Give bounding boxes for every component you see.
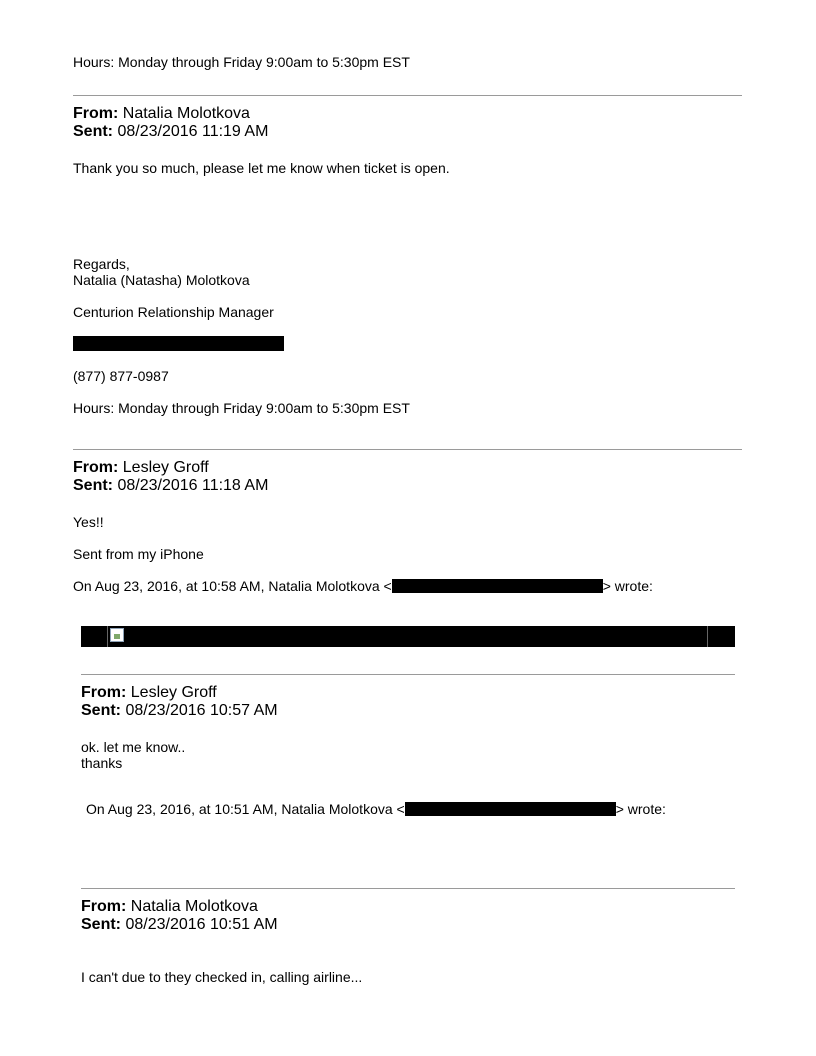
signature-hours: Hours: Monday through Friday 9:00am to 5:30pm EST — [73, 400, 410, 416]
from-label: From: — [81, 898, 127, 915]
broken-image-icon — [110, 628, 124, 642]
from-value: Natalia Molotkova — [130, 898, 258, 915]
quote-suffix: > wrote: — [615, 801, 666, 817]
from-value: Lesley Groff — [122, 459, 209, 476]
sent-value: 08/23/2016 10:51 AM — [125, 916, 278, 933]
signature-name: Natalia (Natasha) Molotkova — [73, 272, 250, 288]
from-line — [81, 898, 258, 916]
sent-line — [73, 477, 268, 495]
from-value: Natalia Molotkova — [122, 105, 250, 122]
sent-label: Sent: — [81, 916, 121, 933]
sent-line — [81, 702, 278, 720]
message-body: Yes!! — [73, 514, 104, 530]
message-body-line: thanks — [81, 755, 123, 771]
from-line — [81, 684, 217, 702]
divider — [81, 674, 735, 675]
message-body-line: ok. let me know.. — [81, 739, 186, 755]
from-value: Lesley Groff — [130, 684, 217, 701]
from-line — [73, 105, 250, 123]
quote-header — [86, 801, 666, 817]
message-body: Thank you so much, please let me know when ticket is open. — [73, 160, 450, 176]
sent-line — [81, 916, 278, 934]
message-signature: Sent from my iPhone — [73, 546, 204, 562]
quote-header — [73, 578, 653, 594]
divider — [81, 888, 735, 889]
divider — [73, 95, 742, 96]
hours-line: Hours: Monday through Friday 9:00am to 5:30pm EST — [73, 54, 410, 70]
quote-prefix: On Aug 23, 2016, at 10:58 AM, Natalia Molotkova < — [73, 578, 392, 594]
redacted-email — [405, 802, 616, 816]
from-label: From: — [81, 684, 127, 701]
sent-value: 08/23/2016 11:19 AM — [117, 123, 269, 140]
sent-line — [73, 123, 268, 141]
message-body: I can't due to they checked in, calling airline... — [81, 969, 363, 985]
sent-label: Sent: — [73, 123, 113, 140]
from-label: From: — [73, 459, 119, 476]
banner-divider — [707, 626, 708, 647]
banner-image — [81, 626, 735, 647]
redaction-bar — [73, 336, 284, 351]
quote-prefix: On Aug 23, 2016, at 10:51 AM, Natalia Molotkova < — [86, 801, 405, 817]
quote-suffix: > wrote: — [602, 578, 653, 594]
signature-regards: Regards, — [73, 256, 130, 272]
redacted-email — [392, 579, 603, 593]
sent-value: 08/23/2016 11:18 AM — [117, 477, 269, 494]
divider — [73, 449, 742, 450]
signature-title: Centurion Relationship Manager — [73, 304, 274, 320]
sent-label: Sent: — [73, 477, 113, 494]
sent-label: Sent: — [81, 702, 121, 719]
sent-value: 08/23/2016 10:57 AM — [125, 702, 278, 719]
signature-phone: (877) 877-0987 — [73, 368, 169, 384]
from-line — [73, 459, 209, 477]
banner-divider — [107, 626, 108, 647]
from-label: From: — [73, 105, 119, 122]
